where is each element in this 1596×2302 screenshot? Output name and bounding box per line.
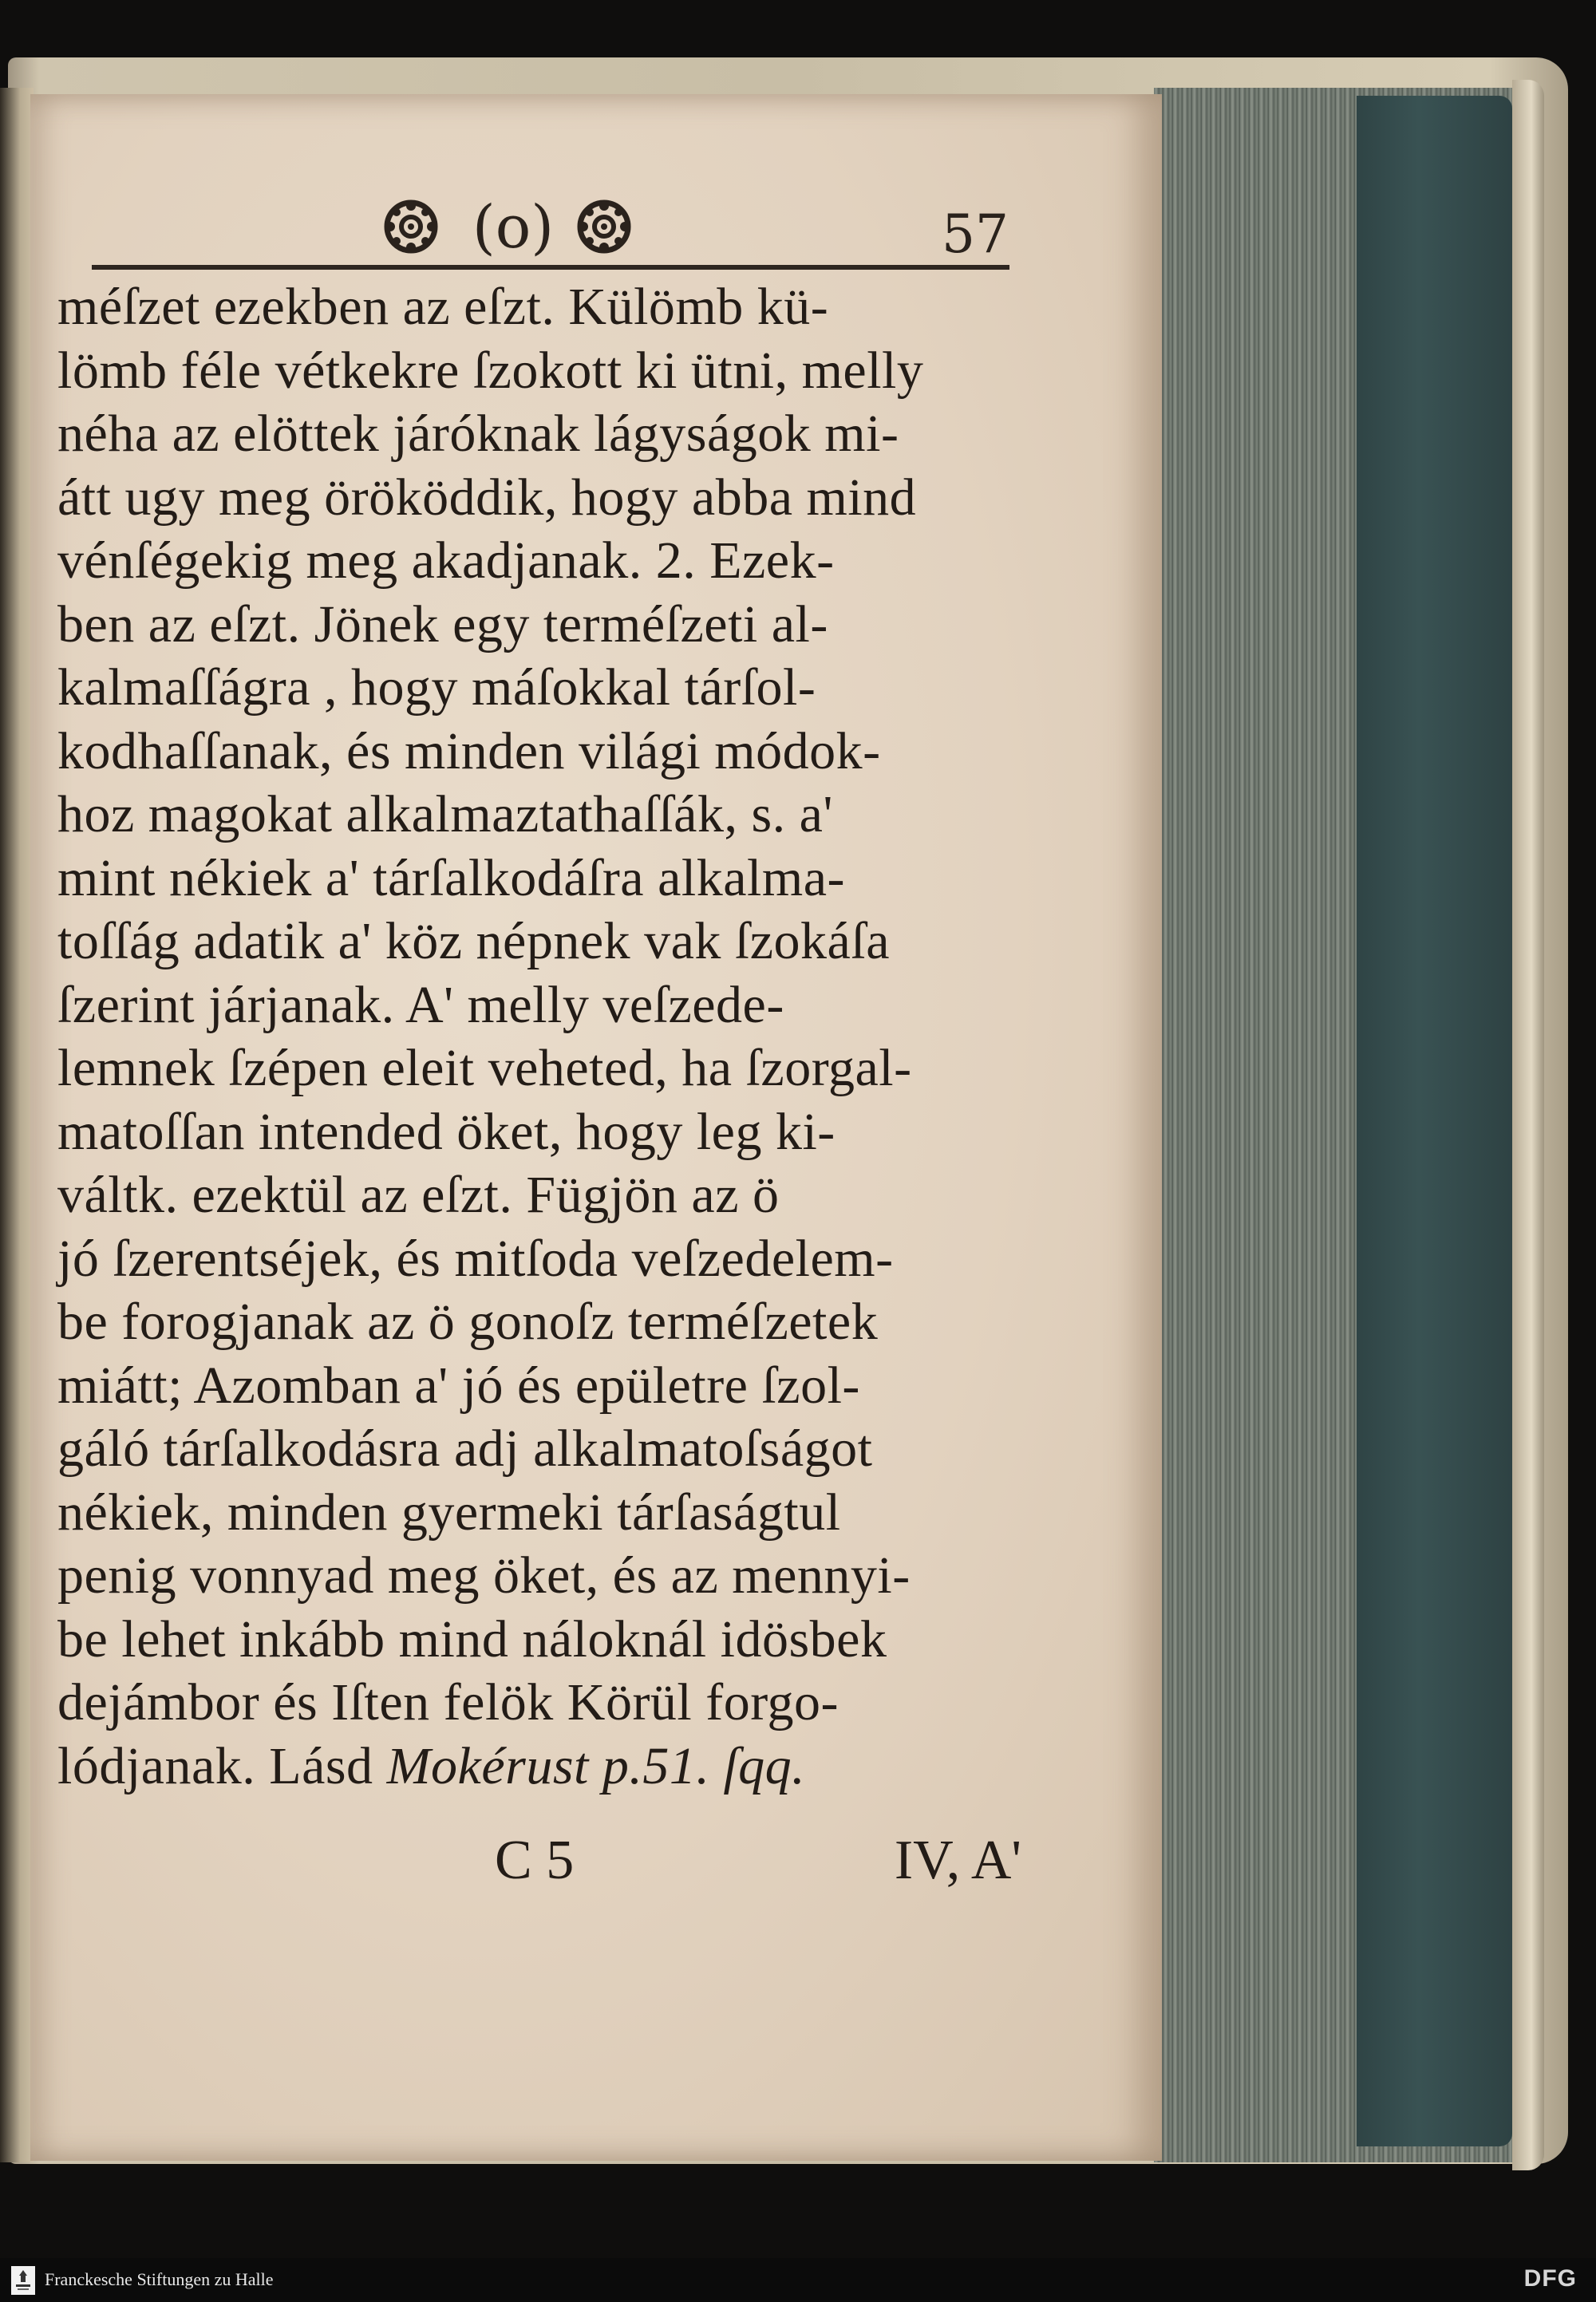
page-block-shadow xyxy=(1357,96,1512,2146)
text-line: matoſſan intended öket, hogy leg ki- xyxy=(57,1102,836,1161)
dfg-logo[interactable]: DFG xyxy=(1523,2265,1577,2292)
text-line: lömb féle vétkekre ſzokott ki ütni, melly xyxy=(57,341,924,400)
text-line: méſzet ezekben az eſzt. Külömb kü- xyxy=(57,278,829,336)
facing-page-edge xyxy=(0,88,34,2162)
header-center-mark: (o) xyxy=(472,193,555,262)
viewer-footer xyxy=(0,2258,1596,2302)
text-line: lemnek ſzépen eleit veheted, ha ſzorgal- xyxy=(57,1039,912,1097)
text-line: vénſégekig meg akadjanak. 2. Ezek- xyxy=(57,531,835,590)
catchword: IV, A' xyxy=(894,1830,1021,1891)
text-line: mint nékiek a' tárſalkodáſra alkalma- xyxy=(57,848,845,907)
signature-mark: C 5 xyxy=(495,1830,575,1891)
text-line: nékiek, minden gyermeki tárſaságtul xyxy=(57,1483,841,1542)
running-head xyxy=(363,192,1009,271)
text-line: toſſág adatik a' köz népnek vak ſzokáſa xyxy=(57,912,890,970)
body-text xyxy=(57,275,1015,1798)
page-number: 57 xyxy=(942,203,1009,265)
direction-line xyxy=(495,1829,1021,1901)
text-line: hoz magokat alkalmaztathaſſák, s. a' xyxy=(57,785,833,843)
text-line: kalmaſſágra , hogy máſokkal tárſol- xyxy=(57,658,816,717)
text-line: penig vonnyad meg öket, és az mennyi- xyxy=(57,1546,911,1605)
text-line: be forogjanak az ö gonoſz terméſzetek xyxy=(57,1293,879,1351)
text-line: be lehet inkább mind náloknál idösbek xyxy=(57,1609,887,1668)
institution-logo-icon xyxy=(11,2266,35,2295)
text-line: gáló tárſalkodásra adj alkalmatoſságot xyxy=(57,1420,873,1478)
text-line: ſzerint járjanak. A' melly veſzede- xyxy=(57,975,784,1034)
text-line: kodhaſſanak, és minden világi módok- xyxy=(57,721,881,780)
institution-name[interactable]: Franckesche Stiftungen zu Halle xyxy=(45,2269,274,2289)
text-line: dejámbor és Iſten felök Körül forgo- xyxy=(57,1673,839,1731)
rosette-ornament-icon xyxy=(379,195,443,259)
text-line: átt ugy meg örököddik, hogy abba mind xyxy=(57,468,917,527)
text-line: váltk. ezektül az eſzt. Fügjön az ö xyxy=(57,1166,780,1224)
rosette-ornament-icon xyxy=(572,195,636,259)
text-line: ben az eſzt. Jönek egy terméſzeti al- xyxy=(57,594,828,653)
last-line-text: lódjanak. Lásd xyxy=(57,1736,387,1795)
text-line: néha az elöttek járóknak lágyságok mi- xyxy=(57,405,899,463)
header-rule xyxy=(92,265,1009,270)
reference-citation: Mokérust p.51. ſqq. xyxy=(386,1736,806,1795)
text-line: jó ſzerentséjek, és mitſoda veſzedelem- xyxy=(57,1229,894,1288)
text-line-last xyxy=(57,1735,1015,1799)
text-line: miátt; Azomban a' jó és epületre ſzol- xyxy=(57,1356,860,1415)
cover-edge xyxy=(1512,80,1544,2170)
